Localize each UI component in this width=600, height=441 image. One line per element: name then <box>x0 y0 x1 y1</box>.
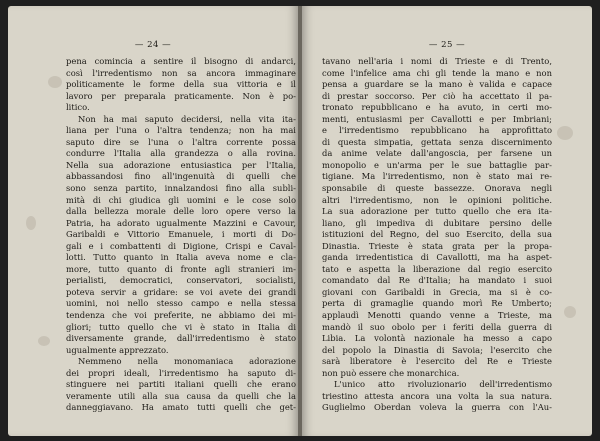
text-line: La sua adorazione per tutto quello che era ita- <box>322 206 552 217</box>
left-page-text <box>66 56 296 414</box>
text-line: poteva servir a gridare: se voi avete dei grandi <box>66 286 296 297</box>
text-line: dalla bellezza morale delle loro opere verso la <box>66 206 296 217</box>
text-line: tendenza che voi preferite, ne abbiamo dei mi- <box>66 310 296 321</box>
text-line: menti, entusiasmi per Cavallotti e per Imbriani; <box>322 113 552 124</box>
text-line: dei propri ideali, l'irredentismo ha saputo di- <box>66 367 296 378</box>
text-line: uomini, noi nello stesso campo e nella stessa <box>66 298 296 309</box>
text-line: di prestar soccorso. Per ciò ha accettato il pa- <box>322 90 552 101</box>
text-line: lavoro per preparala praticamente. Non è po- <box>66 90 296 101</box>
text-line: altri l'irredentismo, non le opinioni politiche. <box>322 194 552 205</box>
text-line: Libia. La volontà nazionale ha messo a capo <box>322 333 552 344</box>
text-line: condurre l'Italia alla grandezza o alla rovina. <box>66 148 296 159</box>
text-line: Dinastia. Trieste è stata grata per la propa- <box>322 240 552 251</box>
text-line: come l'infelice ama chi gli tende la mano e non <box>322 67 552 78</box>
text-line: gliori; tutto quello che vi è stato in Italia di <box>66 321 296 332</box>
text-line: mandò il suo obolo per i feriti della guerra di <box>322 321 552 332</box>
text-line: Garibaldi e Vittorio Emanuele, i morti di Do- <box>66 229 296 240</box>
paper-stain <box>48 76 62 88</box>
paper-stain <box>557 126 573 140</box>
text-line: Patria, ha adorato ugualmente Mazzini e Cavour, <box>66 217 296 228</box>
text-line: ganda irredentistica di Cavallotti, ma ha aspet- <box>322 252 552 263</box>
text-line: gali e i combattenti di Digione, Crispi e Caval- <box>66 240 296 251</box>
text-line: applaudì Menotti quando venne a Trieste, ma <box>322 310 552 321</box>
text-line: Non ha mai saputo decidersi, nella vita ita- <box>78 113 296 124</box>
page-number-right: — 25 — <box>428 40 466 50</box>
text-line: tigiane. Ma l'irredentismo, non è stato mai re- <box>322 171 552 182</box>
page-number-left: — 24 — <box>134 40 172 50</box>
text-line: lotti. Tutto quanto in Italia aveva nome e cla- <box>66 252 296 263</box>
right-page <box>302 6 592 436</box>
paper-stain <box>38 336 50 346</box>
text-line: così l'irredentismo non sa ancora immaginare <box>66 67 296 78</box>
paper-stain <box>26 216 36 230</box>
text-line: non può essere che monarchica. <box>322 367 460 378</box>
text-line: danneggiavano. Ha amato tutti quelli che get- <box>66 402 296 413</box>
text-line: monopolio e un'arma per le sue battaglie par- <box>322 159 552 170</box>
text-line: pensa a guardare se la mano è valida e capace <box>322 79 552 90</box>
text-line: politicamente le forme della sua vittoria e il <box>66 79 296 90</box>
text-line: sarà liberatore è l'esercito del Re e Trieste <box>322 356 552 367</box>
text-line: abbassandosi fino all'ingenuità di quelli che <box>66 171 296 182</box>
text-line: sponsabile di queste bassezze. Onorava negli <box>322 183 552 194</box>
text-line: Guglielmo Oberdan voleva la guerra con l'Au- <box>322 402 552 413</box>
text-line: stinguere nei partiti italiani quelli che erano <box>66 379 296 390</box>
text-line: sono senza partito, innalzandosi fino alla subli- <box>66 183 296 194</box>
text-line: da anime velate dall'angoscia, per farsene un <box>322 148 552 159</box>
text-line: more, tutto quanto di fronte agli stranieri im- <box>66 263 296 274</box>
text-line: perialisti, democratici, conservatori, socialisti, <box>66 275 296 286</box>
text-line: comandato dal Re d'Italia; ha mandato i suoi <box>322 275 552 286</box>
text-line: del popolo la Dinastia di Savoia; l'esercito che <box>322 344 552 355</box>
right-page-text <box>322 56 552 414</box>
text-line: saputo dire se l'una o l'altra corrente possa <box>66 136 296 147</box>
text-line: liano, gli impediva di dubitare persino delle <box>322 217 552 228</box>
text-line: liana per l'una o l'altra tendenza; non ha mai <box>66 125 296 136</box>
left-page <box>8 6 298 436</box>
text-line: veramente utili alla sua causa da quelli che la <box>66 390 296 401</box>
text-line: istituzioni del Regno, del suo Esercito, della sua <box>322 229 552 240</box>
paper-stain <box>564 306 576 318</box>
text-line: triestino attesta ancora una volta la sua natura. <box>322 390 552 401</box>
text-line: tato e aspetta la liberazione dal regio esercito <box>322 263 552 274</box>
text-line: L'unico atto rivoluzionario dell'irredentismo <box>334 379 552 390</box>
text-line: Nella sua adorazione entusiastica per l'Italia, <box>66 159 296 170</box>
text-line: perta di gramaglie quando morì Re Umberto; <box>322 298 552 309</box>
text-line: mità di chi giudica gli uomini e le cose solo <box>66 194 296 205</box>
text-line: di questa simpatia, gettata senza discernimento <box>322 136 552 147</box>
text-line: pena comincia a sentire il bisogno di andarci, <box>66 56 296 66</box>
text-line: litico. <box>66 102 90 113</box>
text-line: tronato repubblicano e ha avuto, in certi mo- <box>322 102 552 113</box>
text-line: ugualmente apprezzato. <box>66 344 169 355</box>
text-line: giovani con Garibaldi in Grecia, ma si è co- <box>322 286 552 297</box>
text-line: diversamente grande, dall'irredentismo è stato <box>66 333 296 344</box>
text-line: Nemmeno nella monomaniaca adorazione <box>78 356 296 367</box>
text-line: tavano nell'aria i nomi di Trieste e di Trento, <box>322 56 552 66</box>
text-line: e l'irredentismo repubblicano ha approfittato <box>322 125 552 136</box>
